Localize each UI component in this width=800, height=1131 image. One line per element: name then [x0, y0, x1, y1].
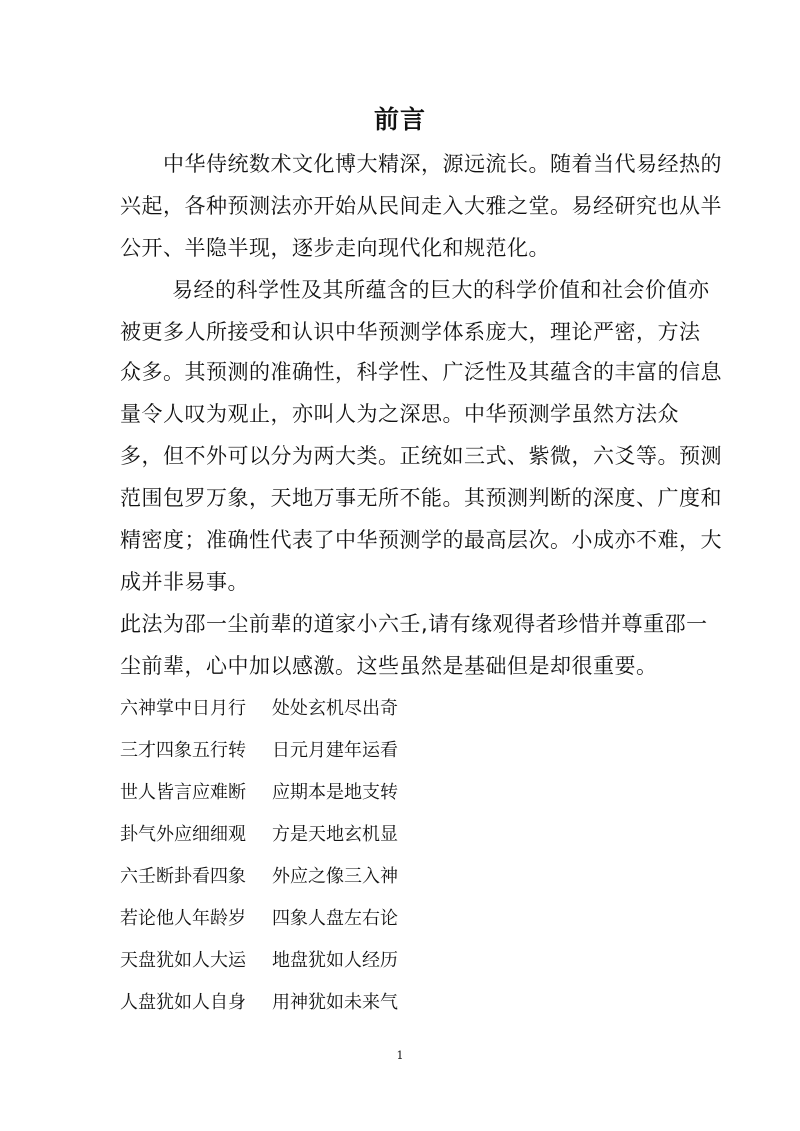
verse-first-half: 三才四象五行转 — [120, 740, 246, 761]
verse-second-half: 用神犹如未来气 — [272, 992, 398, 1013]
paragraph2-line-7: 精密度；准确性代表了中华预测学的最高层次。小成亦不难，大 — [120, 528, 722, 552]
paragraph2-line-6: 范围包罗万象，天地万事无所不能。其预测判断的深度、广度和 — [120, 486, 722, 510]
verse-line — [120, 904, 398, 930]
paragraph3-line-1: 此法为邵一尘前辈的道家小六壬,请有缘观得者珍惜并尊重邵一 — [120, 612, 708, 636]
paragraph2-line-2: 被更多人所接受和认识中华预测学体系庞大，理论严密，方法 — [120, 320, 701, 344]
verse-first-half: 若论他人年龄岁 — [120, 908, 246, 929]
verse-first-half: 六神掌中日月行 — [120, 698, 246, 719]
paragraph3-line-2: 尘前辈，心中加以感激。这些虽然是基础但是却很重要。 — [120, 654, 658, 678]
verse-first-half: 卦气外应细细观 — [120, 824, 246, 845]
verse-first-half: 世人皆言应难断 — [120, 782, 246, 803]
verse-line — [120, 778, 398, 804]
paragraph2-line-4: 量令人叹为观止，亦叫人为之深思。中华预测学虽然方法众 — [120, 402, 679, 426]
paragraph2-line-8: 成并非易事。 — [120, 570, 249, 594]
paragraph1-line-1: 中华侍统数术文化博大精深，源远流长。随着当代易经热的 — [163, 152, 722, 176]
page-title: 前言 — [373, 105, 426, 134]
paragraph2-line-1: 易经的科学性及其所蕴含的巨大的科学价值和社会价值亦 — [172, 278, 710, 302]
verse-second-half: 四象人盘左右论 — [272, 908, 398, 929]
verse-line — [120, 946, 398, 972]
verse-first-half: 人盘犹如人自身 — [120, 992, 246, 1013]
verse-second-half: 方是天地玄机显 — [272, 824, 398, 845]
verse-second-half: 外应之像三入神 — [272, 866, 398, 887]
paragraph1-line-2: 兴起，各种预测法亦开始从民间走入大雅之堂。易经研究也从半 — [120, 194, 722, 218]
paragraph2-line-3: 众多。其预测的准确性，科学性、广泛性及其蕴含的丰富的信息 — [120, 360, 722, 384]
verse-second-half: 处处玄机尽出奇 — [272, 698, 398, 719]
verse-second-half: 地盘犹如人经历 — [272, 950, 398, 971]
page-number: 1 — [396, 1049, 404, 1062]
verse-first-half: 六壬断卦看四象 — [120, 866, 246, 887]
verse-first-half: 天盘犹如人大运 — [120, 950, 246, 971]
paragraph2-line-5: 多，但不外可以分为两大类。正统如三式、紫微，六爻等。预测 — [120, 444, 722, 468]
paragraph1-line-3: 公开、半隐半现，逐步走向现代化和规范化。 — [120, 236, 550, 260]
verse-second-half: 应期本是地支转 — [272, 782, 398, 803]
verse-second-half: 日元月建年运看 — [272, 740, 398, 761]
verse-line — [120, 820, 398, 846]
verse-line — [120, 694, 398, 720]
verse-line — [120, 736, 398, 762]
verse-line — [120, 988, 398, 1014]
verse-line — [120, 862, 398, 888]
